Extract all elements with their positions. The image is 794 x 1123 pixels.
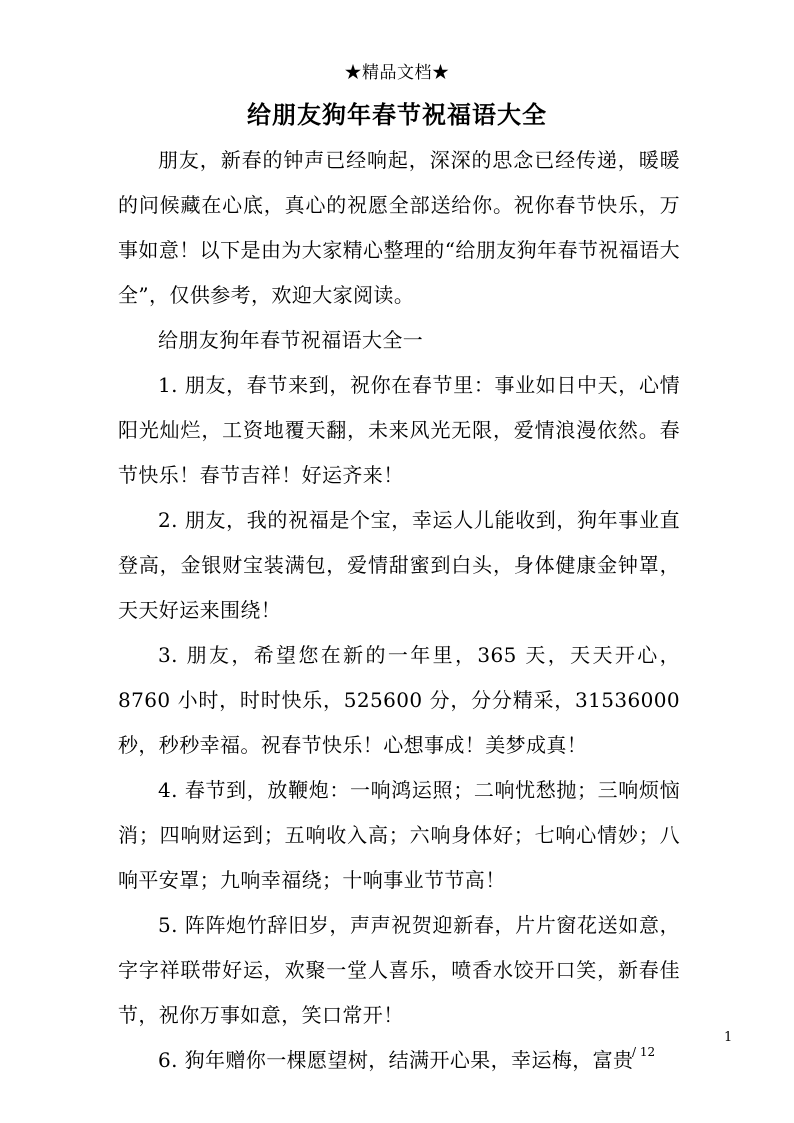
wish-item-6: 6. 狗年赠你一棵愿望树，结满开心果，幸运梅，富贵 <box>158 1048 634 1072</box>
header-mark: ★精品文档★ <box>344 63 450 83</box>
wish-item-3: 3. 朋友，希望您在新的一年里，365 天，天天开心，8760 小时，时时快乐，525600 分，分分精采，31536000 秒，秒秒幸福。祝春节快乐！心想事成！美梦成真！ <box>118 643 680 757</box>
page-number: 1 <box>724 1030 733 1045</box>
section-heading: 给朋友狗年春节祝福语大全一 <box>158 328 424 352</box>
page-total: / 12 <box>632 1045 656 1059</box>
wish-item-1: 1. 朋友，春节来到，祝你在春节里：事业如日中天，心情阳光灿烂，工资地覆天翻，未来风光无限，爱情浪漫依然。春节快乐！春节吉祥！好运齐来！ <box>118 373 680 487</box>
wish-item-2: 2. 朋友，我的祝福是个宝，幸运人儿能收到，狗年事业直登高，金银财宝装满包，爱情甜蜜到白头，身体健康金钟罩，天天好运来围绕！ <box>118 508 680 622</box>
document-body <box>118 138 680 1083</box>
wish-item-4: 4. 春节到，放鞭炮：一响鸿运照；二响忧愁抛；三响烦恼消；四响财运到；五响收入高；六响身体好；七响心情妙；八响平安罩；九响幸福绕；十响事业节节高！ <box>118 778 680 892</box>
document-title: 给朋友狗年春节祝福语大全 <box>247 100 547 129</box>
wish-item-5: 5. 阵阵炮竹辞旧岁，声声祝贺迎新春，片片窗花送如意，字字祥联带好运，欢聚一堂人喜乐，喷香水饺开口笑，新春佳节，祝你万事如意，笑口常开！ <box>118 913 680 1027</box>
intro-paragraph: 朋友，新春的钟声已经响起，深深的思念已经传递，暖暖的问候藏在心底，真心的祝愿全部送给你。祝你春节快乐，万事如意！以下是由为大家精心整理的“给朋友狗年春节祝福语大全”，仅供参考，欢迎大家阅读。 <box>118 148 680 307</box>
